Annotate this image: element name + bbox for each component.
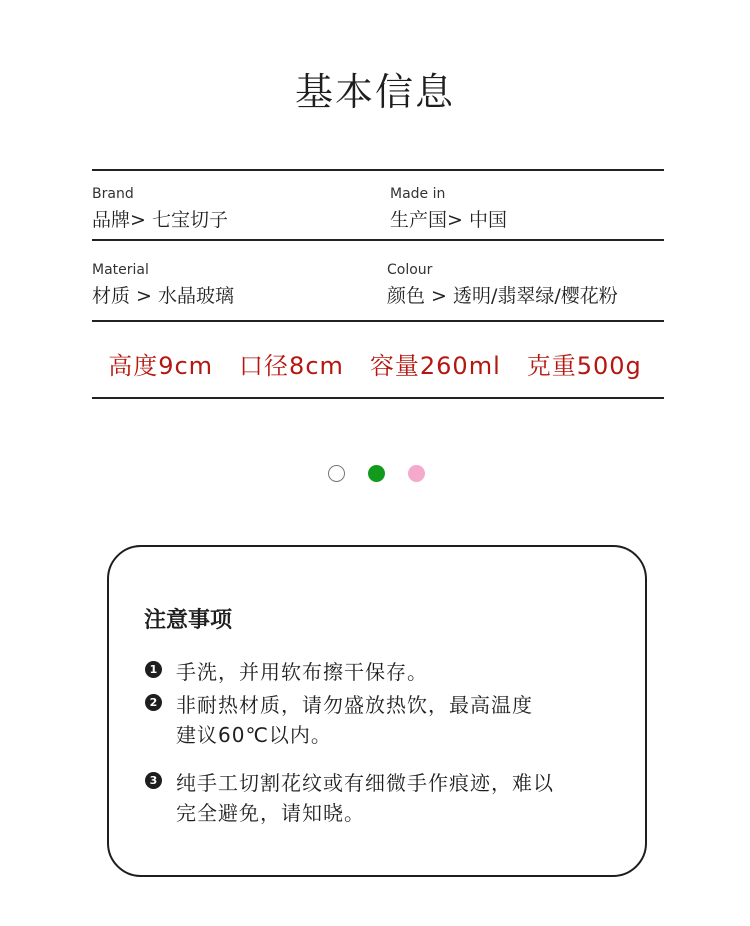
number-2-icon: 2	[145, 694, 162, 711]
notice-item-2-line2: 建议60℃以内。	[176, 723, 332, 747]
swatch-pink-icon	[408, 465, 425, 482]
swatch-clear-icon	[328, 465, 345, 482]
table-lower-rule	[92, 320, 664, 322]
color-swatches	[328, 465, 428, 483]
spec-weight: 克重500g	[526, 352, 642, 380]
brand-value: 品牌> 七宝切子	[92, 209, 228, 231]
material-value: 材质 > 水晶玻璃	[92, 285, 234, 307]
specs-row	[0, 346, 750, 386]
madein-label: Made in	[390, 186, 446, 202]
brand-label: Brand	[92, 186, 134, 202]
colour-value: 颜色 > 透明/翡翠绿/樱花粉	[387, 285, 618, 307]
colour-label: Colour	[387, 262, 433, 278]
notice-item-1	[145, 657, 615, 687]
notice-item-1-text: 手洗，并用软布擦干保存。	[176, 660, 428, 684]
number-1-icon: 1	[145, 661, 162, 678]
spec-diameter: 口径8cm	[239, 352, 344, 380]
table-bottom-rule	[92, 397, 664, 399]
notice-item-3-line2: 完全避免，请知晓。	[176, 801, 365, 825]
table-middle-rule	[92, 239, 664, 241]
swatch-green-icon	[368, 465, 385, 482]
material-label: Material	[92, 262, 149, 278]
brand-cell	[92, 185, 228, 233]
material-cell	[92, 261, 234, 309]
table-top-rule	[92, 169, 664, 171]
notice-item-3-line1: 纯手工切割花纹或有细微手作痕迹，难以	[176, 771, 554, 795]
page-title: 基本信息	[294, 70, 455, 114]
madein-value: 生产国> 中国	[390, 209, 507, 231]
colour-cell	[387, 261, 618, 309]
number-3-icon: 3	[145, 772, 162, 789]
notice-title: 注意事项	[144, 608, 233, 633]
madein-cell	[390, 185, 507, 233]
notice-item-2	[145, 690, 615, 750]
spec-height: 高度9cm	[108, 352, 214, 380]
notice-item-2-line1: 非耐热材质，请勿盛放热饮，最高温度	[176, 693, 533, 717]
notice-item-3	[145, 768, 615, 828]
spec-capacity: 容量260ml	[369, 352, 501, 380]
notice-box	[107, 545, 647, 877]
